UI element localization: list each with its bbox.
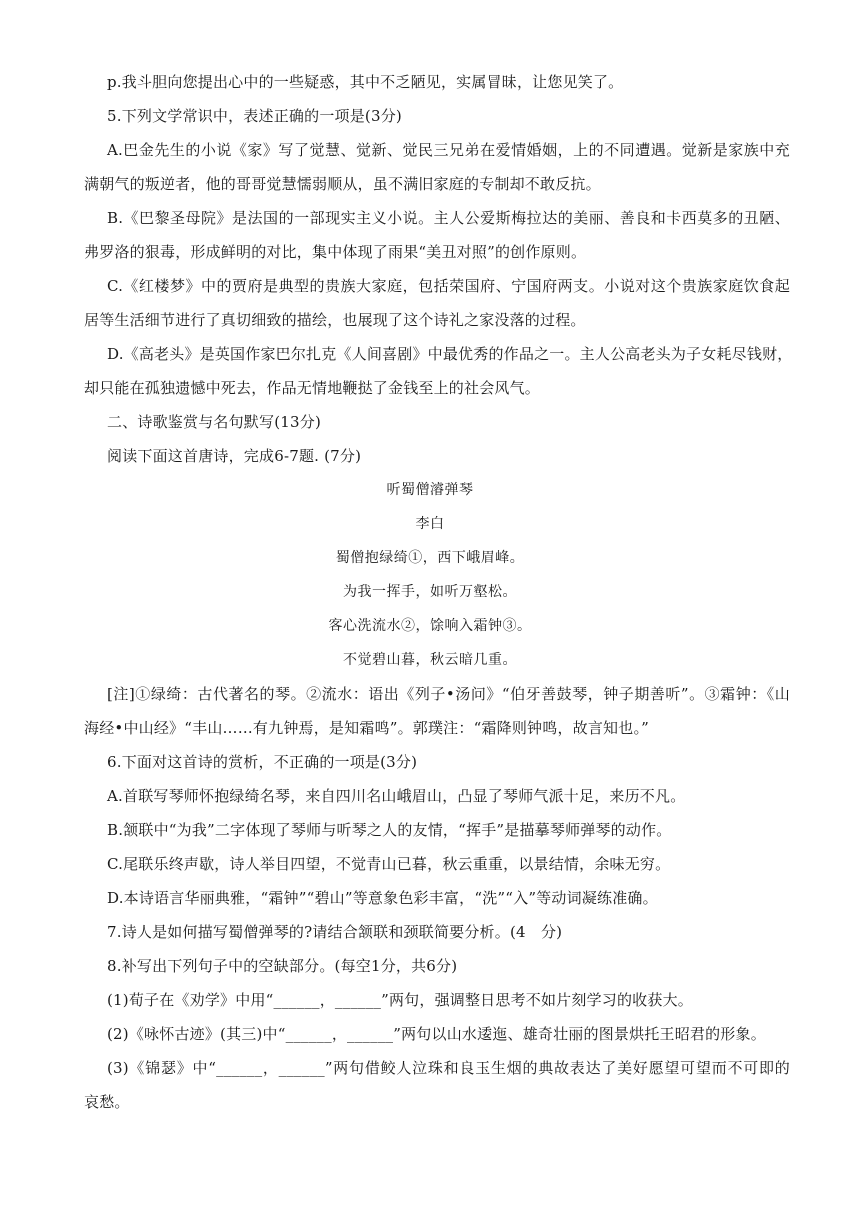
q6-option-a: A.首联写琴师怀抱绿绮名琴，来自四川名山峨眉山，凸显了琴师气派十足，来历不凡。: [107, 787, 686, 805]
question-7: 7.诗人是如何描写蜀僧弹琴的?请结合颔联和颈联简要分析。(4 分): [107, 923, 563, 941]
q8-item-1: (1)荀子在《劝学》中用“______，______”两句，强调整日思考不如片刻学习的收获大。: [107, 991, 693, 1009]
q8-item-3-line-2: 哀愁。: [84, 1093, 130, 1111]
q8-item-3-line-1: (3)《锦瑟》中“______，______”两句借鲛人泣珠和良玉生烟的典故表达了美好愿望可望而不可即的: [107, 1059, 790, 1077]
option-d-line-1: D.《高老头》是英国作家巴尔扎克《人间喜剧》中最优秀的作品之一。主人公高老头为子女耗尽钱财，: [107, 345, 793, 363]
note-line-2: 海经•中山经》“丰山……有九钟焉，是知霜鸣”。郭璞注：“霜降则钟鸣，故言知也。”: [84, 719, 650, 737]
option-a-line-2: 满朝气的叛逆者，他的哥哥觉慧懦弱顺从，虽不满旧家庭的专制却不敢反抗。: [84, 175, 601, 193]
q6-option-b: B.颔联中“为我”二字体现了琴师与听琴之人的友情，“挥手”是描摹琴师弹琴的动作。: [107, 821, 672, 839]
q8-item-2: (2)《咏怀古迹》(其三)中“______，______”两句以山水逶迤、雄奇壮丽的图景烘托王昭君的形象。: [107, 1025, 766, 1043]
option-c-line-2: 居等生活细节进行了真切细致的描绘，也展现了这个诗礼之家没落的过程。: [84, 311, 586, 329]
note-line-1: [注]①绿绮：古代著名的琴。②流水：语出《列子•汤问》“伯牙善鼓琴，钟子期善听”。③霜钟：《山: [107, 685, 790, 703]
option-c-line-1: C.《红楼梦》中的贾府是典型的贵族大家庭，包括荣国府、宁国府两支。小说对这个贵族家庭饮食起: [107, 277, 790, 295]
q6-option-c: C.尾联乐终声歇，诗人举目四望，不觉青山已暮，秋云重重，以景结情，余味无穷。: [107, 855, 671, 873]
q6-option-d: D.本诗语言华丽典雅，“霜钟”“碧山”等意象色彩丰富，“洗”“入”等动词凝练准确。: [107, 889, 658, 907]
reading-instruction: 阅读下面这首唐诗，完成6-7题. (7分): [107, 447, 362, 465]
option-d-line-2: 却只能在孤独遗憾中死去，作品无情地鞭挞了金钱至上的社会风气。: [84, 379, 541, 397]
question-6: 6.下面对这首诗的赏析，不正确的一项是(3分): [107, 753, 418, 771]
question-8: 8.补写出下列句子中的空缺部分。(每空1分，共6分): [107, 957, 458, 975]
poem-author: 李白: [415, 516, 445, 532]
poem-line-3: 客心洗流水②，馀响入霜钟③。: [328, 618, 532, 634]
poem-title: 听蜀僧濬弹琴: [386, 482, 474, 498]
section-heading: 二、诗歌鉴赏与名句默写(13分): [107, 413, 321, 431]
option-a-line-1: A.巴金先生的小说《家》写了觉慧、觉新、觉民三兄弟在爱情婚姻，上的不同遭遇。觉新是家族中充: [107, 141, 790, 159]
poem-line-4: 不觉碧山暮，秋云暗几重。: [343, 652, 517, 668]
option-b-line-1: B.《巴黎圣母院》是法国的一部现实主义小说。主人公爱斯梅拉达的美丽、善良和卡西莫多的丑陋、: [107, 209, 790, 227]
question-5: 5.下列文学常识中，表述正确的一项是(3分): [107, 107, 402, 125]
poem-line-2: 为我一挥手，如听万壑松。: [343, 584, 517, 600]
poem-line-1: 蜀僧抱绿绮①，西下峨眉峰。: [335, 550, 525, 566]
text-line: p.我斗胆向您提出心中的一些疑惑，其中不乏陋见，实属冒昧，让您见笑了。: [107, 73, 624, 91]
option-b-line-2: 弗罗洛的狠毒，形成鲜明的对比，集中体现了雨果“美丑对照”的创作原则。: [84, 243, 587, 261]
